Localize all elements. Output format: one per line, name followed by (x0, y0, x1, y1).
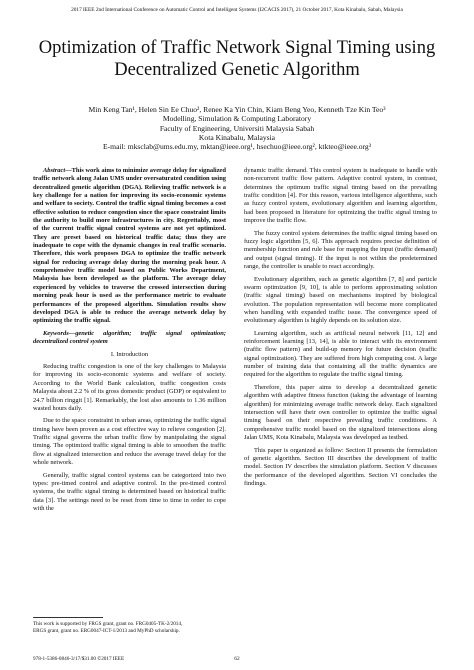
right-paragraph-4: Learning algorithm, such as artificial neural network [11, 12] and reinforcement learning [13, 14], is able to interact with its environment (traffic flow pattern) and build-up memory for future decision (traffic signal optimization). They are suffered from high computing cost. A large number of training data that containing all the traffic dynamics are required for the algorithm to regulate the traffic signal timing. (244, 329, 437, 379)
section-heading-introduction: I. Introduction (110, 350, 149, 358)
affiliation-faculty: Faculty of Engineering, Universiti Malaysia Sabah (159, 123, 315, 133)
paper-title (10, 37, 464, 81)
right-paragraph-1: dynamic traffic demand. This control system is inadequate to handle with non-recurrent traffic flow pattern. Adaptive control system, in contrast, determines the optimum traffic signal timing based on the prevailing traffic condition [4]. For this reason, various intelligence algorithms, such as fuzzy control system, evolutionary algorithm and learning algorithm, had been proposed in literature for optimizing the traffic signal timing to improve the traffic flow. (244, 167, 437, 225)
intro-paragraph-3: Generally, traffic signal control systems can be categorized into two types: pre-timed control and adaptive control. In the pre-timed control systems, the traffic signal timing is determined based on historical traffic data [3]. The settings need to be reset from time to time in order to cope with the (33, 471, 226, 512)
affiliation-lab: Modelling, Simulation & Computing Laboratory (162, 114, 312, 124)
footnote (33, 621, 233, 635)
intro-paragraph-2: Due to the space constraint in urban areas, optimizing the traffic signal timing have been proven as a cost effective way to relieve congestion [2]. Traffic signal governs the urban traffic flow by manipulating the signal timing. The optimized traffic signal timing is able to smoothen the traffic flow at signalized intersection and reduce the average travel delay for the whole network. (33, 417, 226, 467)
author-emails: E-mail: mksclab@ums.edu.my, mktan@ieee.org¹, hsechuo@ieee.org², ktkteo@ieee.org³ (103, 142, 371, 152)
author-names: Min Keng Tan¹, Helen Sin Ee Chuo², Renee Ka Yin Chin, Kiam Beng Yeo, Kenneth Tze Kin Teo³ (88, 105, 386, 114)
title-line-2: Decentralized Genetic Algorithm (114, 60, 360, 80)
right-paragraph-2: The fuzzy control system determines the traffic signal timing based on fuzzy logic algorithm [5, 6]. This approach requires precise definition of membership function and rule base for mapping the input (traffic demand) and output (signal timing). If the input is not within the predetermined range, the controller is unable to react accordingly. (244, 229, 437, 270)
isbn-copyright: 978-1-5386-0846-3/17/$31.00 ©2017 IEEE (33, 656, 125, 662)
footnote-divider (33, 617, 103, 618)
title-line-1: Optimization of Traffic Network Signal Timing using (38, 38, 436, 58)
intro-paragraph-1: Reducing traffic congestion is one of the key challenges to Malaysia for improving its socio-economic systems and welfare of society. According to the World Bank calculation, traffic congestion costs Malaysia about 2.2 % of its gross domestic product (GDP) or equivalent to 24.7 billion ringgit [1]. Remarkably, the lost also amounts to 1.36 million wasted hours daily. (33, 363, 226, 412)
abstract-label: Abstract (43, 167, 66, 174)
keywords (33, 330, 226, 347)
right-paragraph-5: Therefore, this paper aims to develop a decentralized genetic algorithm with adaptive fitness function (taking the advantage of learning algorithm) for minimizing average traffic network delay. Each signalized intersection will have their own controller to optimize the traffic signal timing based on their respective prevailing traffic conditions. A comprehensive traffic model based on the signalized intersections along Jalan UMS, Kota Kinabalu, Malaysia was developed as testbed. (244, 384, 437, 442)
affiliation-location: Kota Kinabalu, Malaysia (198, 132, 276, 142)
author-block (10, 105, 464, 151)
abstract-text: —This work aims to minimize average delay for signalized traffic network along Jalan UMS under oversaturated condition using decentralized genetic algorithm (DGA). Relieving traffic network is a key challenge for a nation for improving its socio-economic systems and welfare to society. Control the traffic signal timing becomes a cost effective solution to reduce congestion since the space constraint limits the authority to build more infrastructures in city. Regrettably, most of the current traffic signal control systems are not yet optimized. They are preset based on historical traffic data; thus they are inadequate to cope with the dynamic changes in real traffic scenario. Therefore, this work proposes DGA to optimize the traffic network signal for reducing average delay during the morning peak hour. A comprehensive traffic model based on Public Works Department, Malaysia has been developed as the platform. The average delay experienced by vehicles to traverse the crossed intersection during morning peak hour is used as the performance metric to evaluate performances of the proposed algorithm. Simulation results show developed DGA is able to reduce the average network delay by optimizing the traffic signal. (33, 167, 226, 325)
keywords-text: —genetic algorithm; traffic signal optimization; decentralized control system (33, 329, 226, 346)
abstract (33, 167, 226, 326)
footnote-line-1: This work is supported by FRGS grant, grant no. FRG0405-TK-2/2014, (33, 621, 183, 627)
right-paragraph-6: This paper is organized as follow: Section II presents the formulation of genetic algorithm. Section III describes the development of traffic model. Section IV describes the simulation platform. Section V discusses the performance of the developed algorithm. Section VI concludes the findings. (244, 446, 437, 487)
page-number: 62 (234, 656, 240, 662)
right-column (244, 167, 437, 493)
left-column (33, 167, 226, 518)
right-paragraph-3: Evolutionary algorithm, such as genetic algorithm [7, 8] and particle swarm optimization [9, 10], is able to perform approximating solution (traffic signal timing) based on mechanisms inspired by biological evolution. The population representation will become more complicated when handling with expanded traffic issue. The convergence speed of evolutionary algorithm is highly depends on its solution size. (244, 275, 437, 325)
keywords-label: Keywords (43, 329, 69, 337)
conference-header: 2017 IEEE 2nd International Conference on Automatic Control and Intelligent Systems (I2CACIS 2017), 21 October 2017, Kota Kinabalu, Sabah, Malaysia (71, 7, 403, 13)
footnote-line-2: ERGS grant, grant no. ERG0047-ICT-1/2013 and MyPhD scholarship. (33, 628, 180, 634)
